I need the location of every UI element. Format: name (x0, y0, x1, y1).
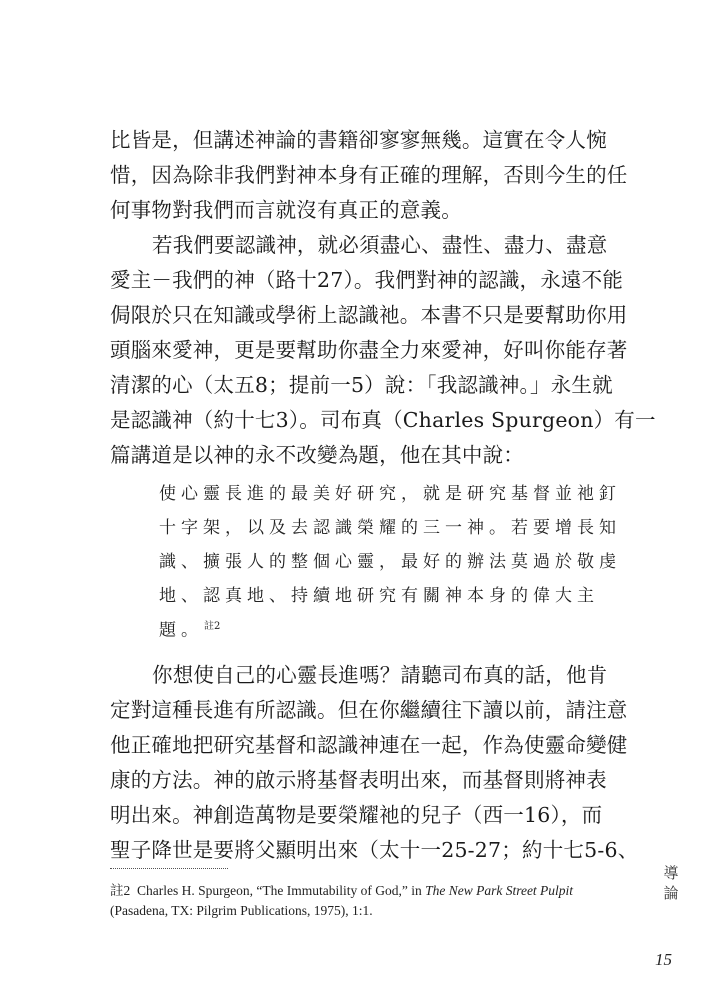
paragraph-2-line-3: 侷限於只在知識或學術上認識祂。本書不只是要幫助你用 (110, 303, 628, 327)
paragraph-1-line-2: 惜，因為除非我們對神本身有正確的理解，否則今生的任 (110, 163, 628, 187)
quote-line-4: 地、認真地、持續地研究有關神本身的偉大主 (159, 586, 599, 606)
paragraph-1-line-1: 比皆是，但講述神論的書籍卻寥寥無幾。這實在令人惋 (110, 128, 607, 152)
paragraph-1-line-3: 何事物對我們而言就沒有真正的意義。 (110, 198, 462, 222)
quote-line-5 (159, 622, 220, 640)
footnote-line-1 (110, 884, 615, 898)
paragraph-2-line-4: 頭腦來愛神，更是要幫助你盡全力來愛神，好叫你能存著 (110, 338, 628, 362)
section-marker-char-1: 導 (663, 864, 679, 882)
footnote-label: 註2 (110, 883, 131, 898)
paragraph-3-line-2: 定對這種長進有所認識。但在你繼續往下讀以前，請注意 (110, 698, 628, 722)
paragraph-2-line-2: 愛主－我們的神（路十27）。我們對神的認識，永遠不能 (110, 268, 624, 292)
paragraph-2-line-5: 清潔的心（太五8；提前一5）說：「我認識神。」永生就 (110, 373, 613, 397)
quote-line-5-text: 題。 (159, 620, 203, 641)
paragraph-3-line-6: 聖子降世是要將父顯明出來（太十一25-27；約十七5-6、 (110, 838, 639, 862)
paragraph-3-line-4: 康的方法。神的啟示將基督表明出來，而基督則將神表 (110, 768, 607, 792)
paragraph-3-line-1: 你想使自己的心靈長進嗎？請聽司布真的話，他肯 (152, 663, 608, 687)
footnote-reference[interactable]: 註2 (204, 621, 221, 632)
paragraph-2-line-7: 篇講道是以神的永不改變為題，他在其中說： (110, 443, 524, 467)
footnote-book-title: The New Park Street Pulpit (425, 883, 574, 898)
page-number: 15 (655, 950, 672, 969)
footnote-line-2: (Pasadena, TX: Pilgrim Publications, 1975), 1:1. (110, 903, 373, 918)
quote-line-1: 使心靈長進的最美好研究，就是研究基督並祂釘 (159, 484, 621, 504)
paragraph-3-line-3: 他正確地把研究基督和認識神連在一起，作為使靈命變健 (110, 733, 628, 757)
section-marker (662, 863, 680, 903)
quote-line-2: 十字架，以及去認識榮耀的三一神。若要增長知 (159, 518, 621, 538)
paragraph-2-line-1: 若我們要認識神，就必須盡心、盡性、盡力、盡意 (152, 233, 608, 257)
footnote-text: Charles H. Spurgeon, “The Immutability of God,” in (137, 883, 422, 898)
section-marker-char-2: 論 (663, 884, 679, 902)
paragraph-2-line-6: 是認識神（約十七3）。司布真（Charles Spurgeon）有一 (110, 408, 656, 432)
quote-line-3: 識、擴張人的整個心靈，最好的辦法莫過於敬虔 (159, 552, 621, 572)
footnote-divider (110, 868, 228, 869)
paragraph-3-line-5: 明出來。神創造萬物是要榮耀祂的兒子（西一16），而 (110, 803, 603, 827)
